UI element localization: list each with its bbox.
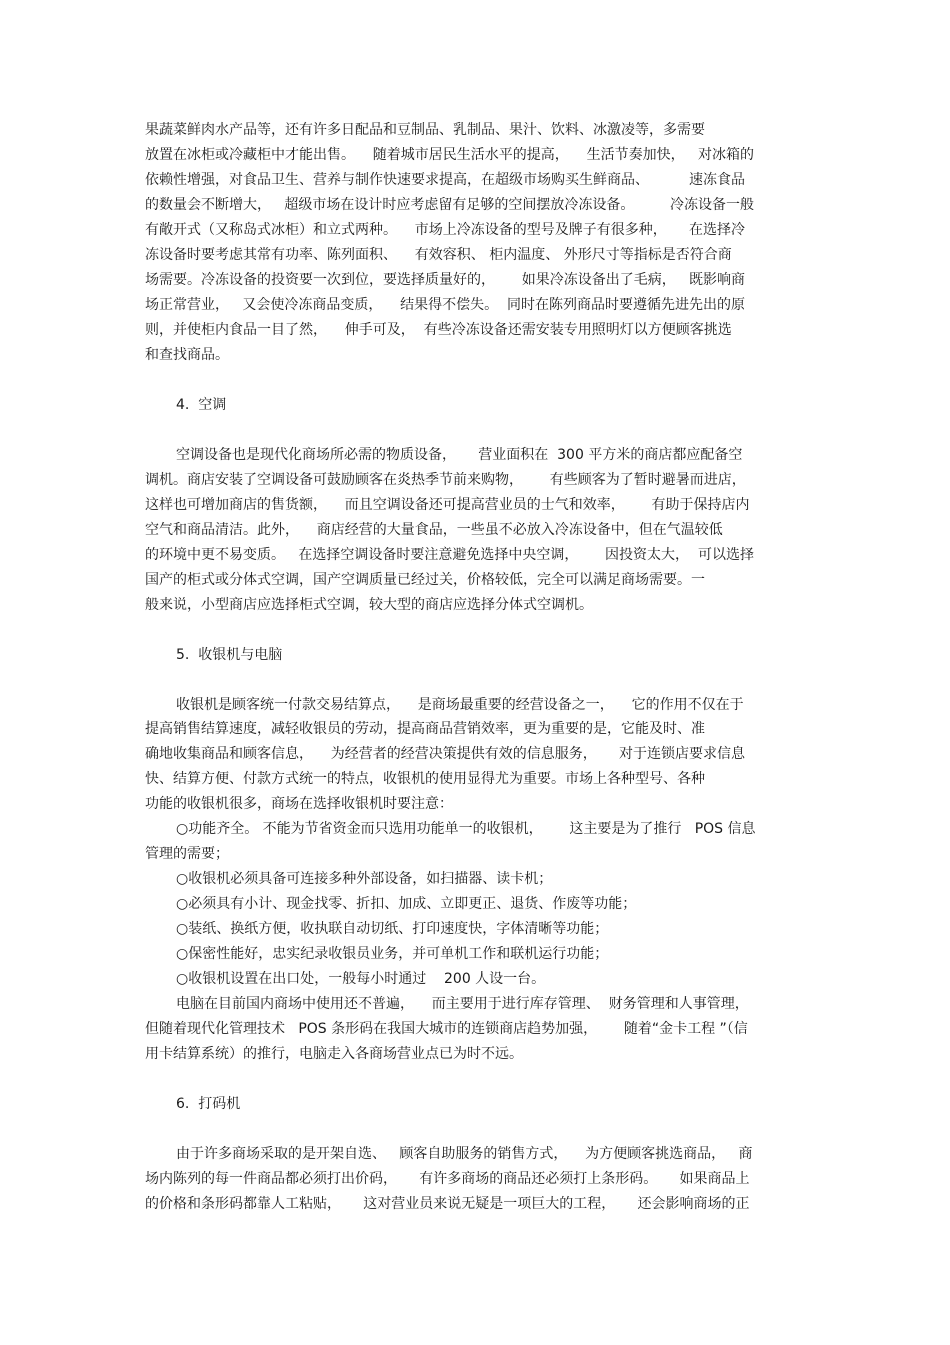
text-line: 确地收集商品和顾客信息， 为经营者的经营决策提供有效的信息服务， 对于连锁店要求信息 [145, 746, 746, 762]
text-line: 收银机是顾客统一付款交易结算点， 是商场最重要的经营设备之一， 它的作用不仅在于 [176, 697, 744, 713]
text-line: 场需要。冷冻设备的投资要一次到位，要选择质量好的， 如果冷冻设备出了毛病， 既影响商 [145, 272, 746, 288]
text-line: 这样也可增加商店的售货额， 而且空调设备还可提高营业员的士气和效率， 有助于保持店内 [145, 497, 750, 513]
text-line: 放置在冰柜或冷藏柜中才能出售。 随着城市居民生活水平的提高， 生活节奏加快， 对冰箱的 [145, 147, 754, 163]
text-line: 冻设备时要考虑其常有功率、陈列面积、 有效容积、 柜内温度、 外形尺寸等指标是否符合商 [145, 247, 732, 263]
text-line: 由于许多商场采取的是开架自选、 顾客自助服务的销售方式， 为方便顾客挑选商品， 商 [176, 1146, 753, 1162]
text-line: 和查找商品。 [145, 347, 229, 363]
text-line: 提高销售结算速度，减轻收银员的劳动，提高商品营销效率，更为重要的是，它能及时、准 [145, 721, 705, 737]
text-line: 功能的收银机很多，商场在选择收银机时要注意： [145, 796, 453, 812]
list-item: ○收银机设置在出口处，一般每小时通过 200 人设一台。 [176, 971, 546, 987]
list-item: ○装纸、换纸方便，收执联自动切纸、打印速度快，字体清晰等功能； [176, 921, 609, 937]
text-line: 但随着现代化管理技术 POS 条形码在我国大城市的连锁商店趋势加强， 随着“金卡工程 ”（信 [145, 1021, 748, 1037]
text-line: 国产的柜式或分体式空调，国产空调质量已经过关，价格较低，完全可以满足商场需要。一 [145, 572, 705, 588]
text-line: 般来说，小型商店应选择柜式空调，较大型的商店应选择分体式空调机。 [145, 597, 593, 613]
text-line: 电脑在目前国内商场中使用还不普遍， 而主要用于进行库存管理、 财务管理和人事管理， [176, 996, 749, 1012]
text-line: 的数量会不断增大， 超级市场在设计时应考虑留有足够的空间摆放冷冻设备。 冷冻设备一般 [145, 197, 754, 213]
section-heading: 5. 收银机与电脑 [176, 647, 283, 663]
text-line: 有敞开式（又称岛式冰柜）和立式两种。 市场上冷冻设备的型号及牌子有很多种， 在选择冷 [145, 222, 746, 238]
text-line: 用卡结算系统）的推行，电脑走入各商场营业点已为时不远。 [145, 1046, 523, 1062]
text-line: 依赖性增强，对食品卫生、营养与制作快速要求提高，在超级市场购买生鲜商品、 速冻食品 [145, 172, 746, 188]
text-line: 空气和商品清洁。此外， 商店经营的大量食品，一些虽不必放入冷冻设备中，但在气温较低 [145, 522, 723, 538]
text-line: 调机。商店安装了空调设备可鼓励顾客在炎热季节前来购物， 有些顾客为了暂时避暑而进店， [145, 472, 746, 488]
text-line: 则，并使柜内食品一目了然， 伸手可及， 有些冷冻设备还需安装专用照明灯以方便顾客挑选 [145, 322, 732, 338]
list-item: ○必须具有小计、现金找零、折扣、加成、立即更正、退货、作废等功能； [176, 896, 637, 912]
section-heading: 4. 空调 [176, 397, 227, 413]
section-heading: 6. 打码机 [176, 1096, 241, 1112]
text-line: 场内陈列的每一件商品都必须打出价码， 有许多商场的商品还必须打上条形码。 如果商品上 [145, 1171, 750, 1187]
text-line: 场正常营业， 又会使冷冻商品变质， 结果得不偿失。 同时在陈列商品时要遵循先进先出的原 [145, 297, 746, 313]
text-line: 空调设备也是现代化商场所必需的物质设备， 营业面积在 300 平方米的商店都应配备空 [176, 447, 743, 463]
text-line: 的价格和条形码都靠人工粘贴， 这对营业员来说无疑是一项巨大的工程， 还会影响商场的正 [145, 1196, 750, 1212]
text-line: 快、结算方便、付款方式统一的特点，收银机的使用显得尤为重要。市场上各种型号、各种 [145, 771, 705, 787]
list-item: ○功能齐全。 不能为节省资金而只选用功能单一的收银机， 这主要是为了推行 POS 信息 [176, 821, 756, 837]
list-item: ○保密性能好，忠实纪录收银员业务，并可单机工作和联机运行功能； [176, 946, 609, 962]
text-line: 果蔬菜鲜肉水产品等，还有许多日配品和豆制品、乳制品、果汁、饮料、冰激凌等，多需要 [145, 122, 705, 138]
list-item: ○收银机必须具备可连接多种外部设备，如扫描器、读卡机； [176, 871, 553, 887]
text-line: 的环境中更不易变质。 在选择空调设备时要注意避免选择中央空调， 因投资太大， 可以选择 [145, 547, 754, 563]
text-line: 管理的需要； [145, 846, 229, 862]
